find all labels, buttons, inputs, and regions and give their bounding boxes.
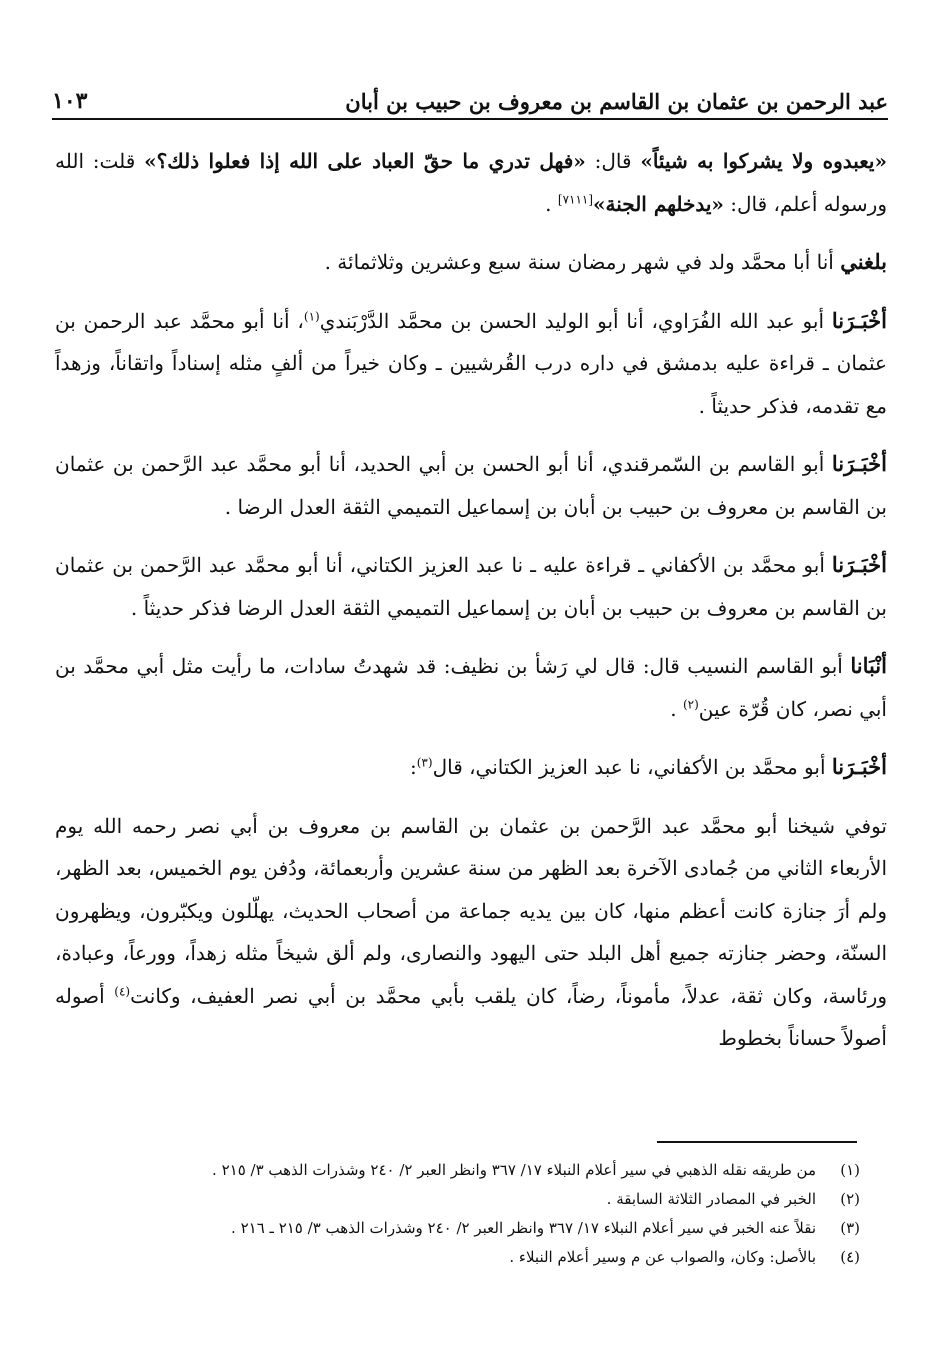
text: : [409,755,417,779]
quote: «فهل تدري ما حقّ العباد على الله إذا فعلوا ذلك؟» [144,149,586,173]
paragraph-5 [55,544,887,629]
paragraph-lead: بلغني [840,249,887,274]
paragraph-8 [55,805,887,1060]
footnote-number: (١) [840,1161,860,1179]
text: . [545,191,558,216]
text: قلت: الله ورسوله أعلم، قال: [55,149,887,216]
footnote-number: (٣) [840,1219,860,1237]
paragraph-lead: أخْبَـرَنا [831,307,887,333]
text: أبو محمَّد بن الأكفاني، نا عبد العزيز الكتاني، قال [432,755,832,779]
footnote-number: (٤) [840,1248,860,1266]
text: . [670,696,683,721]
paragraph-3 [55,300,887,428]
paragraph-4 [55,443,887,528]
paragraph-lead: أنْبَانا [850,653,887,678]
paragraph-1 [55,140,887,225]
footnote-ref: (٤) [114,983,131,998]
footnote [120,1185,860,1214]
footnote-number: (٢) [840,1190,860,1208]
footnote-text: بالأصل: وكان، والصواب عن م وسير أعلام النبلاء . [509,1248,816,1266]
page-number: ١٠٣ [52,88,88,114]
text: أبو عبد الله الفُرَاوي، أنا أبو الوليد الحسن بن محمَّد الدَّرْبَندي [319,308,832,333]
quote: «يعبدوه ولا يشركوا به شيئاً» [640,149,887,173]
footnote-ref: (٢) [682,696,699,711]
paragraph-lead: أخْبَـرَنا [831,754,887,779]
paragraph-2 [55,241,887,284]
footnote-ref: (١) [303,308,320,323]
footnote-text: من طريقه نقله الذهبي في سير أعلام النبلاء ١٧/ ٣٦٧ وانظر العبر ٢/ ٢٤٠ وشذرات الذهب ٣/ ٢١٥ . [212,1161,816,1179]
paragraph-lead: أخْبَـرَنا [831,451,887,476]
paragraph-lead: أخْبَـرَنا [831,552,887,577]
main-text [55,140,887,1060]
page-header [52,74,888,114]
text: أبو القاسم بن السّمرقندي، أنا أبو الحسن بن أبي الحديد، أنا أبو محمَّد عبد الرَّحمن بن عثمان بن القاسم بن معروف بن حبيب بن أبان بن إسماعيل التميمي الثقة العدل الرضا . [55,452,887,519]
footnote [120,1156,860,1185]
footnote-text: نقلاً عنه الخبر في سير أعلام النبلاء ١٧/ ٣٦٧ وانظر العبر ٢/ ٢٤٠ وشذرات الذهب ٣/ ٢١٥ ـ ٢١٦ . [231,1219,816,1237]
paragraph-7 [55,746,887,789]
text: توفي شيخنا أبو محمَّد عبد الرَّحمن بن عثمان بن القاسم بن معروف بن أبي نصر رحمه الله يوم الأربعاء الثاني من جُمادى الآخرة بعد الظهر من سنة عشرين وأربعمائة، ودُفن يوم الخميس، بعد الظهر، ولم أرَ جنازة كانت أعظم منها، كان بين يديه جماعة من أصحاب الحديث، يهلّلون ويكبّرون، ويظهرون السنّة، وحضر جنازته جميع أهل البلد حتى اليهود والنصارى، ولم ألق شيخاً مثله زهداً، وورعاً، وعبادة، ورئاسة، وكان ثقة، عدلاً، مأموناً، رضاً، كان يلقب بأبي محمَّد بن أبي نصر العفيف، وكانت [55,813,887,1008]
footnote [120,1243,860,1272]
footnote-ref: (٣) [416,755,433,770]
footnote-rule [657,1141,857,1143]
footnotes [120,1156,860,1272]
footnote-text: الخبر في المصادر الثلاثة السابقة . [606,1190,816,1208]
hadith-number: [٧١١١] [557,191,594,206]
text: ، أنا أبو محمَّد عبد الرحمن بن عثمان ـ قراءة عليه بدمشق في داره درب القُرشيين ـ وكان خيراً من ألفٍ مثله إسناداً واتقاناً، وزهداً مع تقدمه، فذكر حديثاً . [55,308,887,418]
text: قال: [585,149,641,173]
quote: «يدخلهم الجنة» [593,191,724,216]
text: أنا أبا محمَّد ولد في شهر رمضان سنة سبع وعشرين وثلاثمائة . [324,250,841,274]
header-rule [52,118,888,120]
text: أبو محمَّد بن الأكفاني ـ قراءة عليه ـ نا عبد العزيز الكتاني، أنا أبو محمَّد عبد الرَّحمن بن عثمان بن القاسم بن معروف بن حبيب بن أبان بن إسماعيل التميمي الثقة العدل الرضا فذكر حديثاً . [55,553,887,620]
text: أبو القاسم النسيب قال: قال لي رَشأ بن نظيف: قد شهدتُ سادات، ما رأيت مثل أبي محمَّد بن أبي نصر، كان قُرّة عين [55,654,887,721]
footnote [120,1214,860,1243]
running-title: عبد الرحمن بن عثمان بن القاسم بن معروف بن حبيب بن أبان [345,89,888,114]
text: أصوله أصولاً حساناً بخطوط [55,983,887,1050]
paragraph-6 [55,645,887,730]
